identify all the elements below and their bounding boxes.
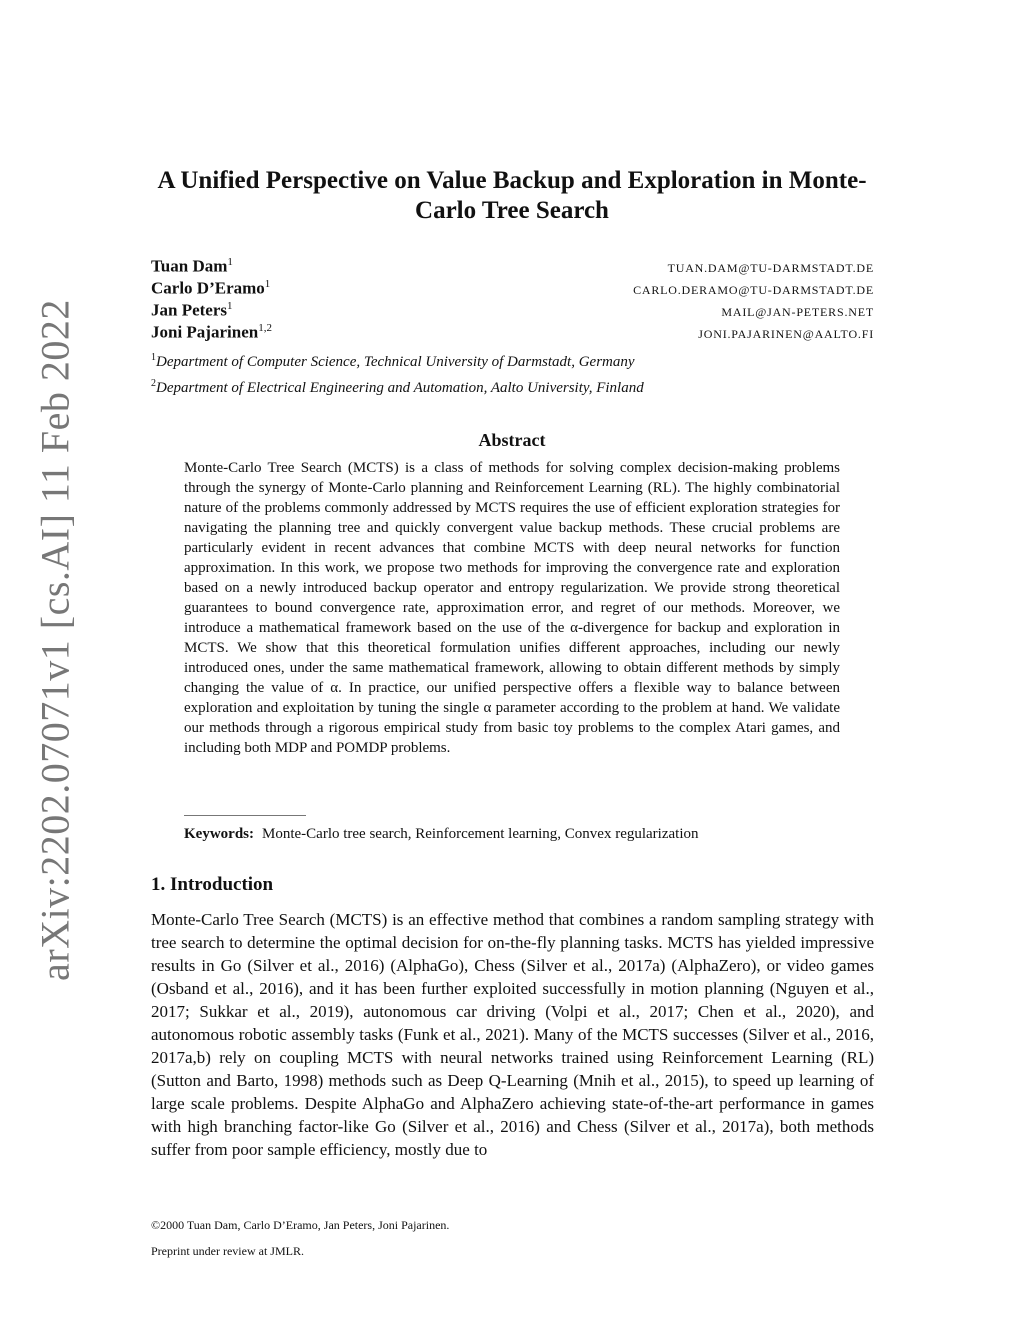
author-name: Carlo D’Eramo bbox=[151, 278, 265, 298]
author-affil-mark: 1 bbox=[264, 278, 271, 290]
arxiv-identifier: arXiv:2202.07071v1 [cs.AI] 11 Feb 2022 bbox=[32, 299, 78, 981]
section-body: Monte-Carlo Tree Search (MCTS) is an effective method that combines a random sampling strategy with tree search to determine the optimal decision for on-the-fly planning tasks. MCTS has yielded impressive results in Go (Silver et al., 2016) (AlphaGo), Chess (Silver et al., 2017a) (AlphaZero), or video games (Osband et al., 2016), and it has been further exploited successfully in motion planning (Nguyen et al., 2017; Sukkar et al., 2019), autonomous car driving (Volpi et al., 2017; Chen et al., 2020), and autonomous robotic assembly tasks (Funk et al., 2021). Many of the MCTS successes (Silver et al., 2016, 2017a,b) rely on coupling MCTS with neural networks trained using Reinforcement Learning (RL) (Sutton and Barto, 1998) methods such as Deep Q-Learning (Mnih et al., 2015), to speed up learning of large scale problems. Despite AlphaGo and AlphaZero achieving state-of-the-art performance in games with high branching factor-like Go (Silver et al., 2016) and Chess (Silver et al., 2017a), both methods suffer from poor sample efficiency, mostly due to bbox=[151, 910, 874, 1159]
author-email: MAIL@JAN-PETERS.NET bbox=[721, 304, 874, 319]
author-list bbox=[151, 256, 874, 344]
affiliation: $^1$Department of Computer Science, Technical University of Darmstadt, Germany bbox=[151, 352, 635, 370]
author-email: JONI.PAJARINEN@AALTO.FI bbox=[698, 326, 874, 341]
preprint-note: Preprint under review at JMLR. bbox=[151, 1244, 304, 1258]
footer bbox=[151, 1212, 651, 1264]
affiliation-list bbox=[151, 347, 874, 399]
author-name: Joni Pajarinen bbox=[151, 322, 259, 342]
keywords-divider bbox=[184, 815, 306, 816]
author-name: Jan Peters bbox=[151, 300, 228, 320]
abstract-body: Monte-Carlo Tree Search (MCTS) is a class of methods for solving complex decision-making problems through the synergy of Monte-Carlo planning and Reinforcement Learning (RL). The highly combinatorial nature of the problems commonly addressed by MCTS requires the use of efficient exploration strategies for navigating the planning tree and quickly convergent value backup methods. These crucial problems are particularly evident in recent advances that combine MCTS with deep neural networks for function approximation. In this work, we propose two methods for improving the convergence rate and exploration based on a newly introduced backup operator and entropy regularization. We provide strong theoretical guarantees to bound convergence rate, approximation error, and regret of our methods. Moreover, we introduce a mathematical framework based on the use of the α-divergence for backup and exploration in MCTS. We show that this theoretical formulation unifies different approaches, including our newly introduced ones, under the same mathematical framework, allowing to obtain different methods by simply changing the value of α. In practice, our unified perspective offers a flexible way to balance between exploration and exploitation by tuning the single α parameter according to the problem at hand. We validate our methods through a rigorous empirical study from basic toy problems to the complex Atari games, and including both MDP and POMDP problems. bbox=[184, 460, 840, 756]
author-entry bbox=[151, 278, 874, 300]
author-entry bbox=[151, 300, 874, 322]
author-email: TUAN.DAM@TU-DARMSTADT.DE bbox=[667, 260, 874, 275]
keywords bbox=[184, 824, 884, 844]
affiliation: $^2$Department of Electrical Engineering and Automation, Aalto University, Finland bbox=[151, 378, 644, 396]
keywords-text: Monte-Carlo tree search, Reinforcement learning, Convex regularization bbox=[262, 826, 699, 842]
author-affil-mark: 1,2 bbox=[258, 322, 272, 334]
abstract-heading: Abstract bbox=[478, 430, 546, 450]
author-email: CARLO.DERAMO@TU-DARMSTADT.DE bbox=[633, 282, 874, 297]
keywords-label: Keywords: bbox=[184, 826, 254, 842]
paper-title: A Unified Perspective on Value Backup and Exploration in Monte-Carlo Tree Search bbox=[157, 167, 867, 224]
author-entry bbox=[151, 256, 874, 278]
section-heading: 1. Introduction bbox=[151, 874, 274, 895]
author-name: Tuan Dam bbox=[151, 256, 228, 276]
author-affil-mark: 1 bbox=[227, 256, 233, 268]
author-affil-mark: 1 bbox=[227, 300, 233, 312]
copyright-notice: ©2000 Tuan Dam, Carlo D’Eramo, Jan Peters, Joni Pajarinen. bbox=[151, 1218, 450, 1232]
author-entry bbox=[151, 322, 874, 344]
